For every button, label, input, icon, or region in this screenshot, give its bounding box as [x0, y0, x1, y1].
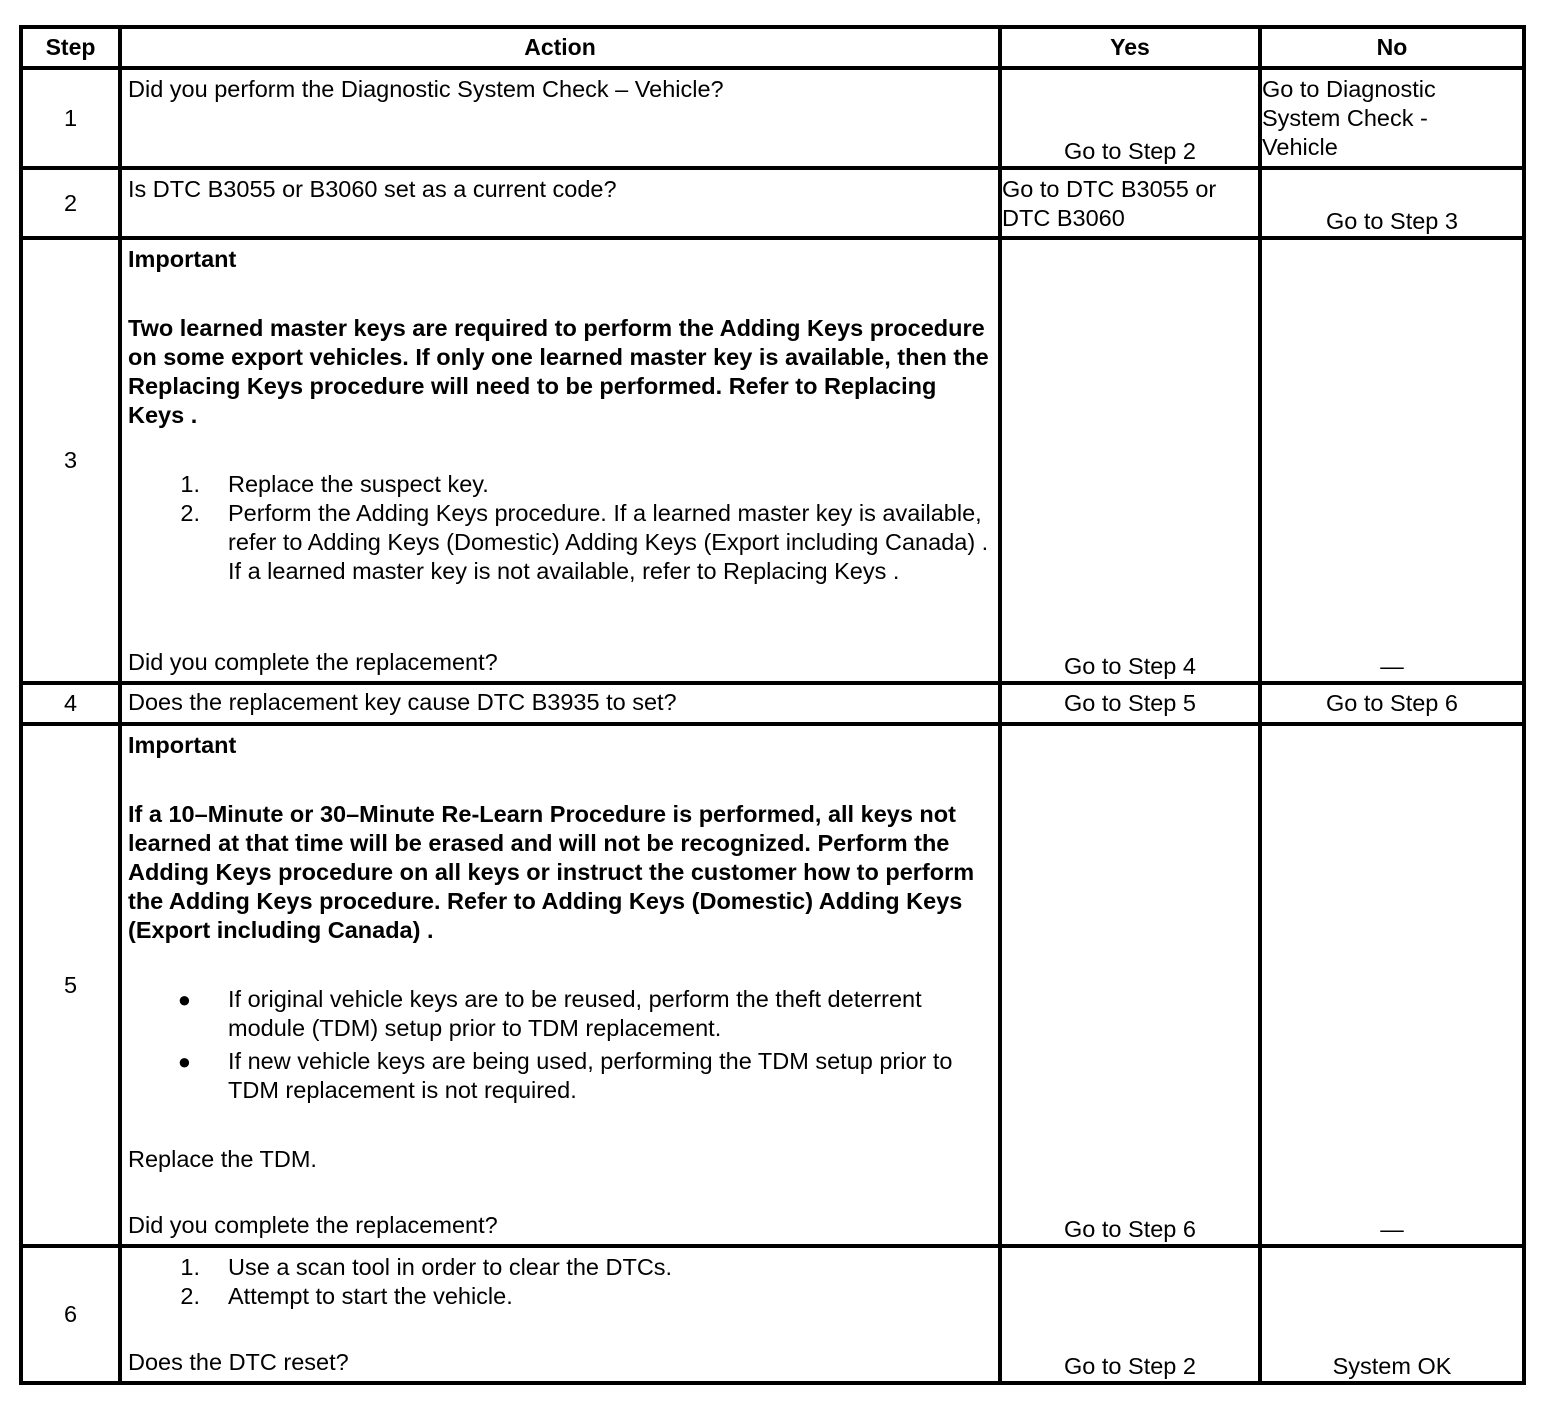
action-cell: [120, 68, 1000, 168]
list-item: [128, 470, 992, 499]
header-step: Step: [21, 27, 120, 68]
bullet-list: [128, 985, 992, 1105]
important-note: Two learned master keys are required to perform the Adding Keys procedure on some export vehicles. If only one learned master key is available, then the Replacing Keys procedure will need to be performed. Refer to Replacing Keys .: [128, 315, 989, 428]
step-number: 2: [21, 168, 120, 238]
table-row-step-6: [21, 1246, 1524, 1383]
important-heading: Important: [128, 246, 237, 272]
list-text: If original vehicle keys are to be reused, perform the theft deterrent module (TDM) setup prior to TDM replacement.: [228, 986, 922, 1041]
no-cell: [1260, 68, 1524, 168]
no-cell: Go to Step 6: [1260, 683, 1524, 724]
list-item: [128, 1282, 992, 1311]
table-row-step-3: [21, 238, 1524, 683]
action-cell: [120, 238, 1000, 683]
action-question: Did you perform the Diagnostic System Check – Vehicle?: [128, 76, 724, 102]
no-cell: System OK: [1260, 1246, 1524, 1383]
list-number: 2.: [180, 500, 200, 526]
list-item: [128, 985, 992, 1043]
list-item: [128, 1047, 992, 1105]
action-cell: [120, 724, 1000, 1246]
action-question: Does the replacement key cause DTC B3935 to set?: [128, 689, 677, 715]
step-number: 4: [21, 683, 120, 724]
yes-cell: [1000, 168, 1260, 238]
action-cell: [120, 168, 1000, 238]
bullet-icon: ●: [177, 987, 191, 1012]
step-number: 1: [21, 68, 120, 168]
no-cell: —: [1260, 724, 1524, 1246]
header-yes: Yes: [1000, 27, 1260, 68]
header-no: No: [1260, 27, 1524, 68]
yes-cell: Go to Step 6: [1000, 724, 1260, 1246]
step-number: 3: [21, 238, 120, 683]
important-heading: Important: [128, 732, 237, 758]
header-row: [21, 27, 1524, 68]
action-question: Did you complete the replacement?: [128, 649, 498, 675]
procedure-list: [128, 1253, 992, 1311]
yes-cell: Go to Step 2: [1000, 68, 1260, 168]
list-item: [128, 1253, 992, 1282]
list-text: Perform the Adding Keys procedure. If a learned master key is available, refer to Adding Keys (Domestic) Adding Keys (Export including Canada) . If a learned master key is not available, refer to Replacing Keys .: [228, 500, 989, 584]
yes-cell: Go to Step 4: [1000, 238, 1260, 683]
list-item: [128, 499, 992, 586]
important-note: If a 10–Minute or 30–Minute Re-Learn Procedure is performed, all keys not learned at that time will be erased and will not be recognized. Perform the Adding Keys procedure on all keys or instruct the customer how to perform the Adding Keys procedure. Refer to Adding Keys (Domestic) Adding Keys (Export including Canada) .: [128, 801, 975, 943]
table-row-step-5: [21, 724, 1524, 1246]
table-row-step-4: [21, 683, 1524, 724]
step-number: 5: [21, 724, 120, 1246]
action-instruction: Replace the TDM.: [128, 1146, 317, 1172]
table-row-step-2: [21, 168, 1524, 238]
bullet-icon: ●: [177, 1049, 191, 1074]
diagnostic-table: [19, 25, 1526, 1385]
action-question: Did you complete the replacement?: [128, 1212, 498, 1238]
no-cell: —: [1260, 238, 1524, 683]
list-text: Attempt to start the vehicle.: [228, 1283, 513, 1309]
yes-cell: Go to Step 2: [1000, 1246, 1260, 1383]
step-number: 6: [21, 1246, 120, 1383]
list-text: Replace the suspect key.: [228, 471, 489, 497]
header-action: Action: [120, 27, 1000, 68]
action-cell: [120, 683, 1000, 724]
list-text: If new vehicle keys are being used, performing the TDM setup prior to TDM replacement is not required.: [228, 1048, 953, 1103]
list-text: Use a scan tool in order to clear the DTCs.: [228, 1254, 673, 1280]
procedure-list: [128, 470, 992, 586]
table-row-step-1: [21, 68, 1524, 168]
list-number: 2.: [180, 1283, 200, 1309]
list-number: 1.: [180, 471, 200, 497]
yes-text: Go to DTC B3055 or DTC B3060: [1002, 176, 1217, 231]
action-cell: [120, 1246, 1000, 1383]
no-cell: Go to Step 3: [1260, 168, 1524, 238]
yes-cell: Go to Step 5: [1000, 683, 1260, 724]
action-question: Is DTC B3055 or B3060 set as a current code?: [128, 176, 617, 202]
no-text: Go to Diagnostic System Check - Vehicle: [1262, 76, 1436, 160]
action-question: Does the DTC reset?: [128, 1349, 349, 1375]
list-number: 1.: [180, 1254, 200, 1280]
